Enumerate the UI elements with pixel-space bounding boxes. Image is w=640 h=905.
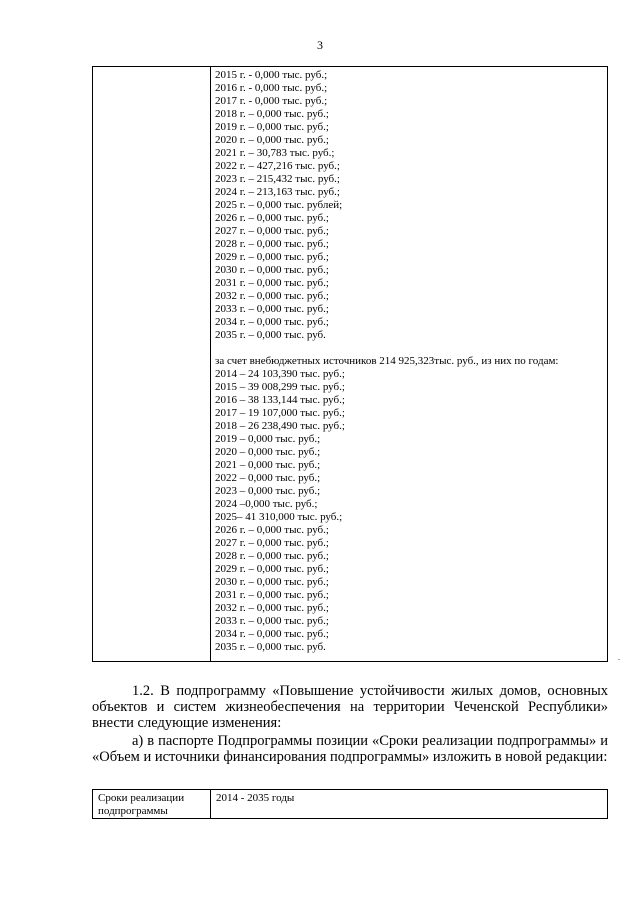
year-row: 2027 г. – 0,000 тыс. руб.; [215,225,329,237]
year-row: 2029 г. – 0,000 тыс. руб.; [215,251,329,263]
trailing-dot: . [618,653,620,662]
year-row: 2030 г. – 0,000 тыс. руб.; [215,264,329,276]
year-row: 2018 г. – 0,000 тыс. руб.; [215,108,329,120]
period-value: 2014 - 2035 годы [216,792,295,804]
year-row: 2028 г. – 0,000 тыс. руб.; [215,550,329,562]
year-row: 2015 – 39 008,299 тыс. руб.; [215,381,345,393]
year-row: 2023 г. – 215,432 тыс. руб.; [215,173,340,185]
year-row: 2031 г. – 0,000 тыс. руб.; [215,277,329,289]
year-row: 2034 г. – 0,000 тыс. руб.; [215,316,329,328]
year-row: 2029 г. – 0,000 тыс. руб.; [215,563,329,575]
year-row: 2026 г. – 0,000 тыс. руб.; [215,212,329,224]
year-row: 2020 г. – 0,000 тыс. руб.; [215,134,329,146]
year-row: 2019 г. – 0,000 тыс. руб.; [215,121,329,133]
year-row: 2016 – 38 133,144 тыс. руб.; [215,394,345,406]
year-row: 2019 – 0,000 тыс. руб.; [215,433,321,445]
paragraph-1-2: 1.2. В подпрограмму «Повышение устойчивости жилых домов, основных объектов и систем жизнеобеспечения на территории Чеченской Республики» внести следующие изменения: [92,683,608,731]
year-row: 2020 – 0,000 тыс. руб.; [215,446,321,458]
paragraph-a: а) в паспорте Подпрограммы позиции «Сроки реализации подпрограммы» и «Объем и источники финансирования подпрограммы» изложить в новой редакции: [92,733,608,765]
period-table [92,789,608,819]
offbudget-intro: за счет внебюджетных источников 214 925,323тыс. руб., из них по годам: [215,355,559,367]
year-row: 2033 г. – 0,000 тыс. руб.; [215,303,329,315]
year-row: 2024 –0,000 тыс. руб.; [215,498,318,510]
year-row: 2025 г. – 0,000 тыс. рублей; [215,199,343,211]
year-row: 2035 г. – 0,000 тыс. руб. [215,329,326,341]
year-row: 2028 г. – 0,000 тыс. руб.; [215,238,329,250]
year-row: 2018 – 26 238,490 тыс. руб.; [215,420,345,432]
budget-years-list [215,69,601,342]
year-row: 2035 г. – 0,000 тыс. руб. [215,641,326,653]
year-row: 2016 г. - 0,000 тыс. руб.; [215,82,328,94]
year-row: 2021 – 0,000 тыс. руб.; [215,459,321,471]
column-divider [210,67,211,661]
year-row: 2022 – 0,000 тыс. руб.; [215,472,321,484]
funding-cell [215,69,601,654]
year-row: 2017 – 19 107,000 тыс. руб.; [215,407,345,419]
year-row: 2026 г. – 0,000 тыс. руб.; [215,524,329,536]
funding-table [92,66,608,662]
year-row: 2025– 41 310,000 тыс. руб.; [215,511,343,523]
year-row: 2033 г. – 0,000 тыс. руб.; [215,615,329,627]
year-row: 2034 г. – 0,000 тыс. руб.; [215,628,329,640]
year-row: 2031 г. – 0,000 тыс. руб.; [215,589,329,601]
year-row: 2027 г. – 0,000 тыс. руб.; [215,537,329,549]
year-row: 2015 г. - 0,000 тыс. руб.; [215,69,328,81]
year-row: 2032 г. – 0,000 тыс. руб.; [215,602,329,614]
year-row: 2030 г. – 0,000 тыс. руб.; [215,576,329,588]
year-row: 2022 г. – 427,216 тыс. руб.; [215,160,340,172]
period-label: Сроки реализации подпрограммы [98,792,185,817]
offbudget-years-list [215,368,601,654]
page-number: 3 [317,38,323,52]
year-row: 2032 г. – 0,000 тыс. руб.; [215,290,329,302]
year-row: 2023 – 0,000 тыс. руб.; [215,485,321,497]
year-row: 2014 – 24 103,390 тыс. руб.; [215,368,345,380]
spacer [215,342,601,355]
year-row: 2017 г. - 0,000 тыс. руб.; [215,95,328,107]
year-row: 2021 г. – 30,783 тыс. руб.; [215,147,335,159]
column-divider [210,790,211,818]
year-row: 2024 г. – 213,163 тыс. руб.; [215,186,340,198]
